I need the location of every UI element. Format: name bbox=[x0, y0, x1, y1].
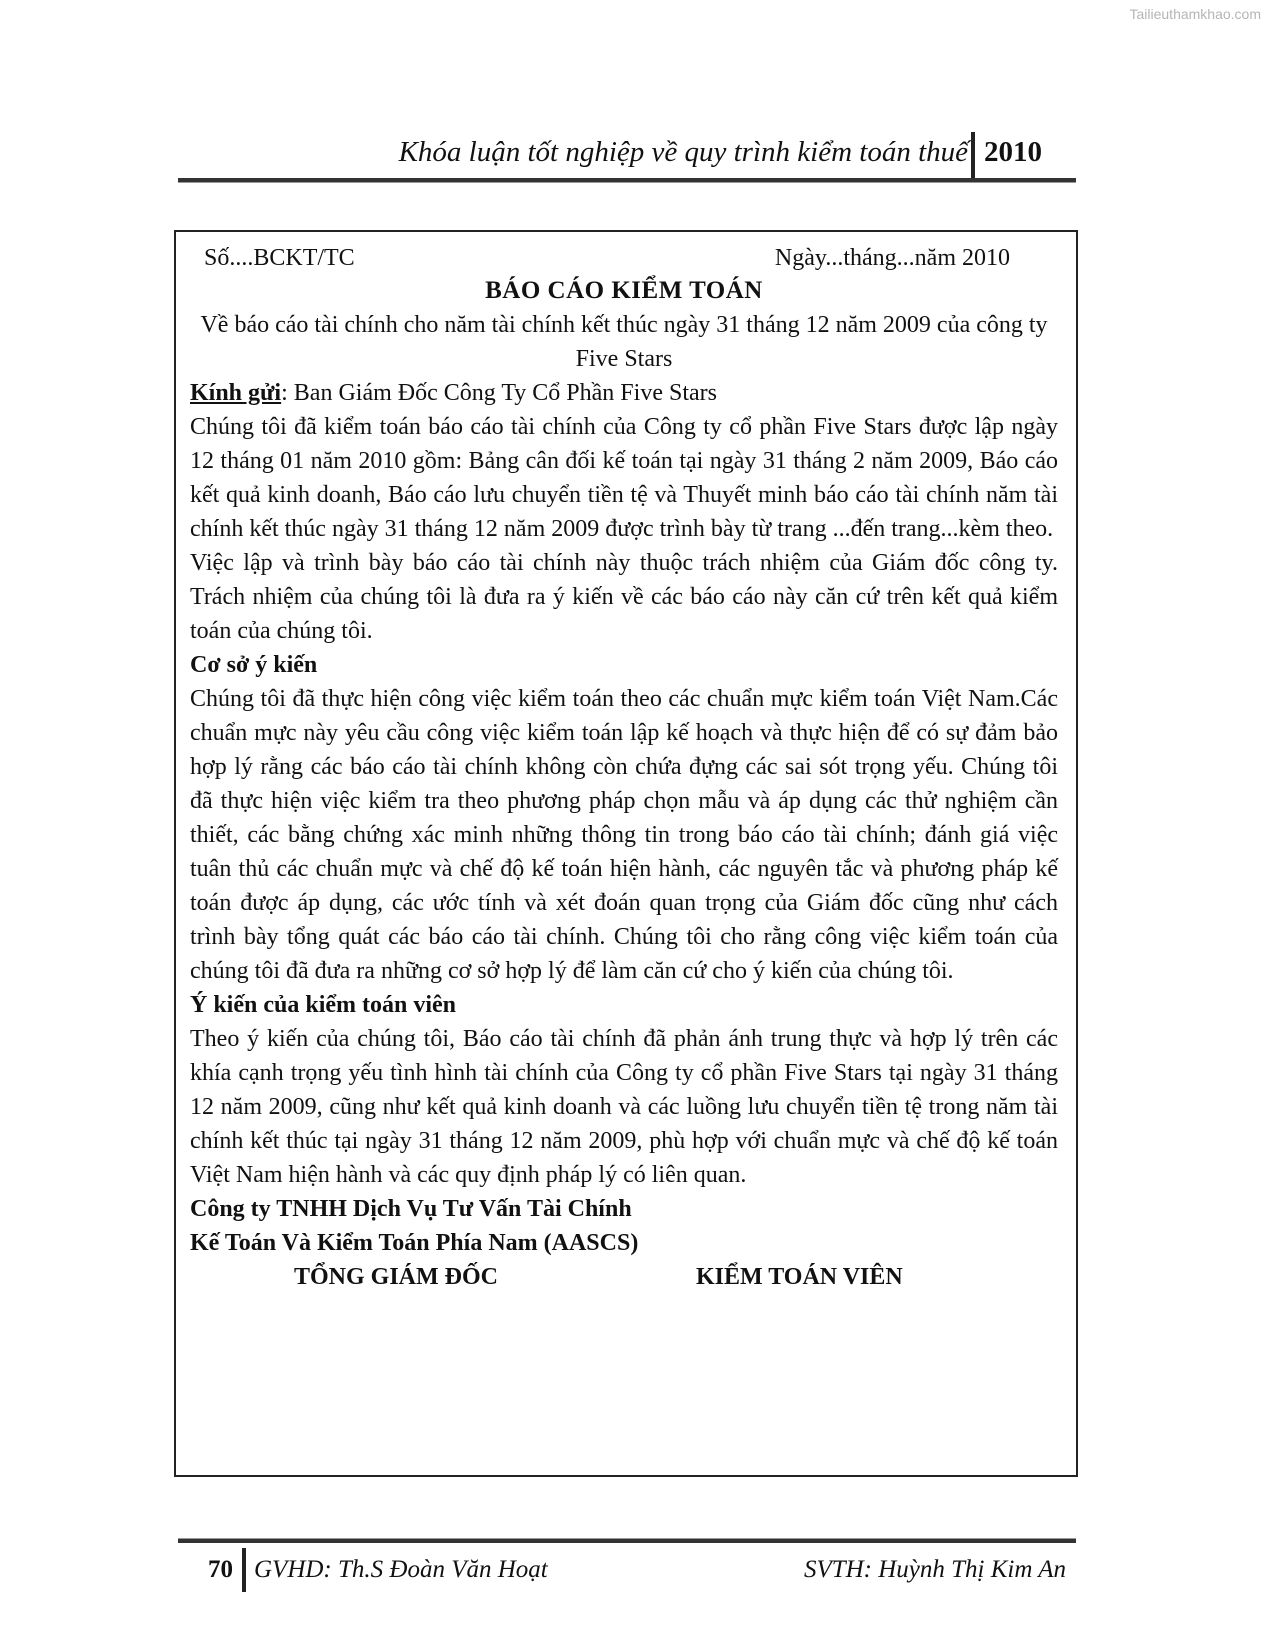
footer-advisor: GVHD: Th.S Đoàn Văn Hoạt bbox=[254, 1556, 548, 1583]
report-content bbox=[190, 241, 1058, 1294]
report-subtitle: Về báo cáo tài chính cho năm tài chính kết thúc ngày 31 tháng 12 năm 2009 của công ty Five Stars bbox=[200, 312, 1048, 372]
report-title: BÁO CÁO KIỂM TOÁN bbox=[485, 277, 763, 304]
signer-auditor: KIỂM TOÁN VIÊN bbox=[696, 1264, 903, 1290]
responsibility-paragraph: Việc lập và trình bày báo cáo tài chính này thuộc trách nhiệm của Giám đốc công ty. Trách nhiệm của chúng tôi là đưa ra ý kiến về các báo cáo này căn cứ trên kết quả kiểm toán của chúng tôi. bbox=[190, 550, 1058, 644]
report-date: Ngày...tháng...năm 2010 bbox=[774, 245, 1010, 271]
basis-paragraph: Chúng tôi đã thực hiện công việc kiểm toán theo các chuẩn mực kiểm toán Việt Nam.Các chuẩn mực này yêu cầu công việc kiểm toán lập kế hoạch và thực hiện để có sự đảm bảo hợp lý rằng các báo cáo tài chính không còn chứa đựng các sai sót trọng yếu. Chúng tôi đã thực hiện việc kiểm tra theo phương pháp chọn mẫu và áp dụng các thử nghiệm cần thiết, các bằng chứng xác minh những thông tin trong báo cáo tài chính; đánh giá việc tuân thủ các chuẩn mực và chế độ kế toán hiện hành, các nguyên tắc và phương pháp kế toán được áp dụng, các ước tính và xét đoán quan trọng của Giám đốc cũng như cách trình bày tổng quát các báo cáo tài chính. Chúng tôi cho rằng công việc kiểm toán của chúng tôi đã đưa ra những cơ sở hợp lý để làm căn cứ cho ý kiến của chúng tôi. bbox=[190, 686, 1058, 984]
addressee-label: Kính gửi bbox=[190, 380, 282, 406]
report-meta-row bbox=[190, 241, 1058, 275]
footer-student: SVTH: Huỳnh Thị Kim An bbox=[803, 1556, 1066, 1583]
addressee-text: : Ban Giám Đốc Công Ty Cổ Phần Five Stars bbox=[281, 380, 717, 406]
header-separator bbox=[971, 132, 975, 178]
footer-divider bbox=[178, 1538, 1076, 1543]
opinion-heading: Ý kiến của kiểm toán viên bbox=[190, 992, 457, 1018]
signature-row bbox=[190, 1260, 1058, 1294]
watermark: Tailieuthamkhao.com bbox=[1129, 6, 1261, 22]
intro-paragraph: Chúng tôi đã kiểm toán báo cáo tài chính của Công ty cổ phần Five Stars được lập ngày 12 tháng 01 năm 2010 gồm: Bảng cân đối kế toán tại ngày 31 tháng 2 năm 2009, Báo cáo kết quả kinh doanh, Báo cáo lưu chuyển tiền tệ và Thuyết minh báo cáo tài chính năm tài chính kết thúc ngày 31 tháng 12 năm 2009 được trình bày từ trang ...đến trang...kèm theo. bbox=[190, 414, 1058, 542]
page-header bbox=[178, 132, 1076, 176]
header-year: 2010 bbox=[984, 136, 1042, 168]
page-number: 70 bbox=[208, 1556, 233, 1583]
company-name-line-2: Kế Toán Và Kiểm Toán Phía Nam (AASCS) bbox=[190, 1230, 639, 1256]
audit-report-box bbox=[174, 230, 1078, 1477]
opinion-paragraph: Theo ý kiến của chúng tôi, Báo cáo tài chính đã phản ánh trung thực và hợp lý trên các khía cạnh trọng yếu tình hình tài chính của Công ty cổ phần Five Stars tại ngày 31 tháng 12 năm 2009, cũng như kết quả kinh doanh và các luồng lưu chuyển tiền tệ trong năm tài chính kết thúc tại ngày 31 tháng 12 năm 2009, phù hợp với chuẩn mực và chế độ kế toán Việt Nam hiện hành và các quy định pháp lý có liên quan. bbox=[190, 1026, 1058, 1188]
header-title: Khóa luận tốt nghiệp về quy trình kiểm toán thuế bbox=[398, 136, 968, 168]
page-footer bbox=[178, 1548, 1076, 1590]
company-name-line-1: Công ty TNHH Dịch Vụ Tư Vấn Tài Chính bbox=[190, 1196, 632, 1222]
signer-general-director: TỔNG GIÁM ĐỐC bbox=[294, 1264, 498, 1290]
report-number: Số....BCKT/TC bbox=[204, 245, 355, 271]
basis-heading: Cơ sở ý kiến bbox=[190, 652, 318, 678]
addressee-line bbox=[190, 376, 1058, 410]
header-divider bbox=[178, 178, 1076, 183]
footer-separator bbox=[242, 1548, 246, 1592]
